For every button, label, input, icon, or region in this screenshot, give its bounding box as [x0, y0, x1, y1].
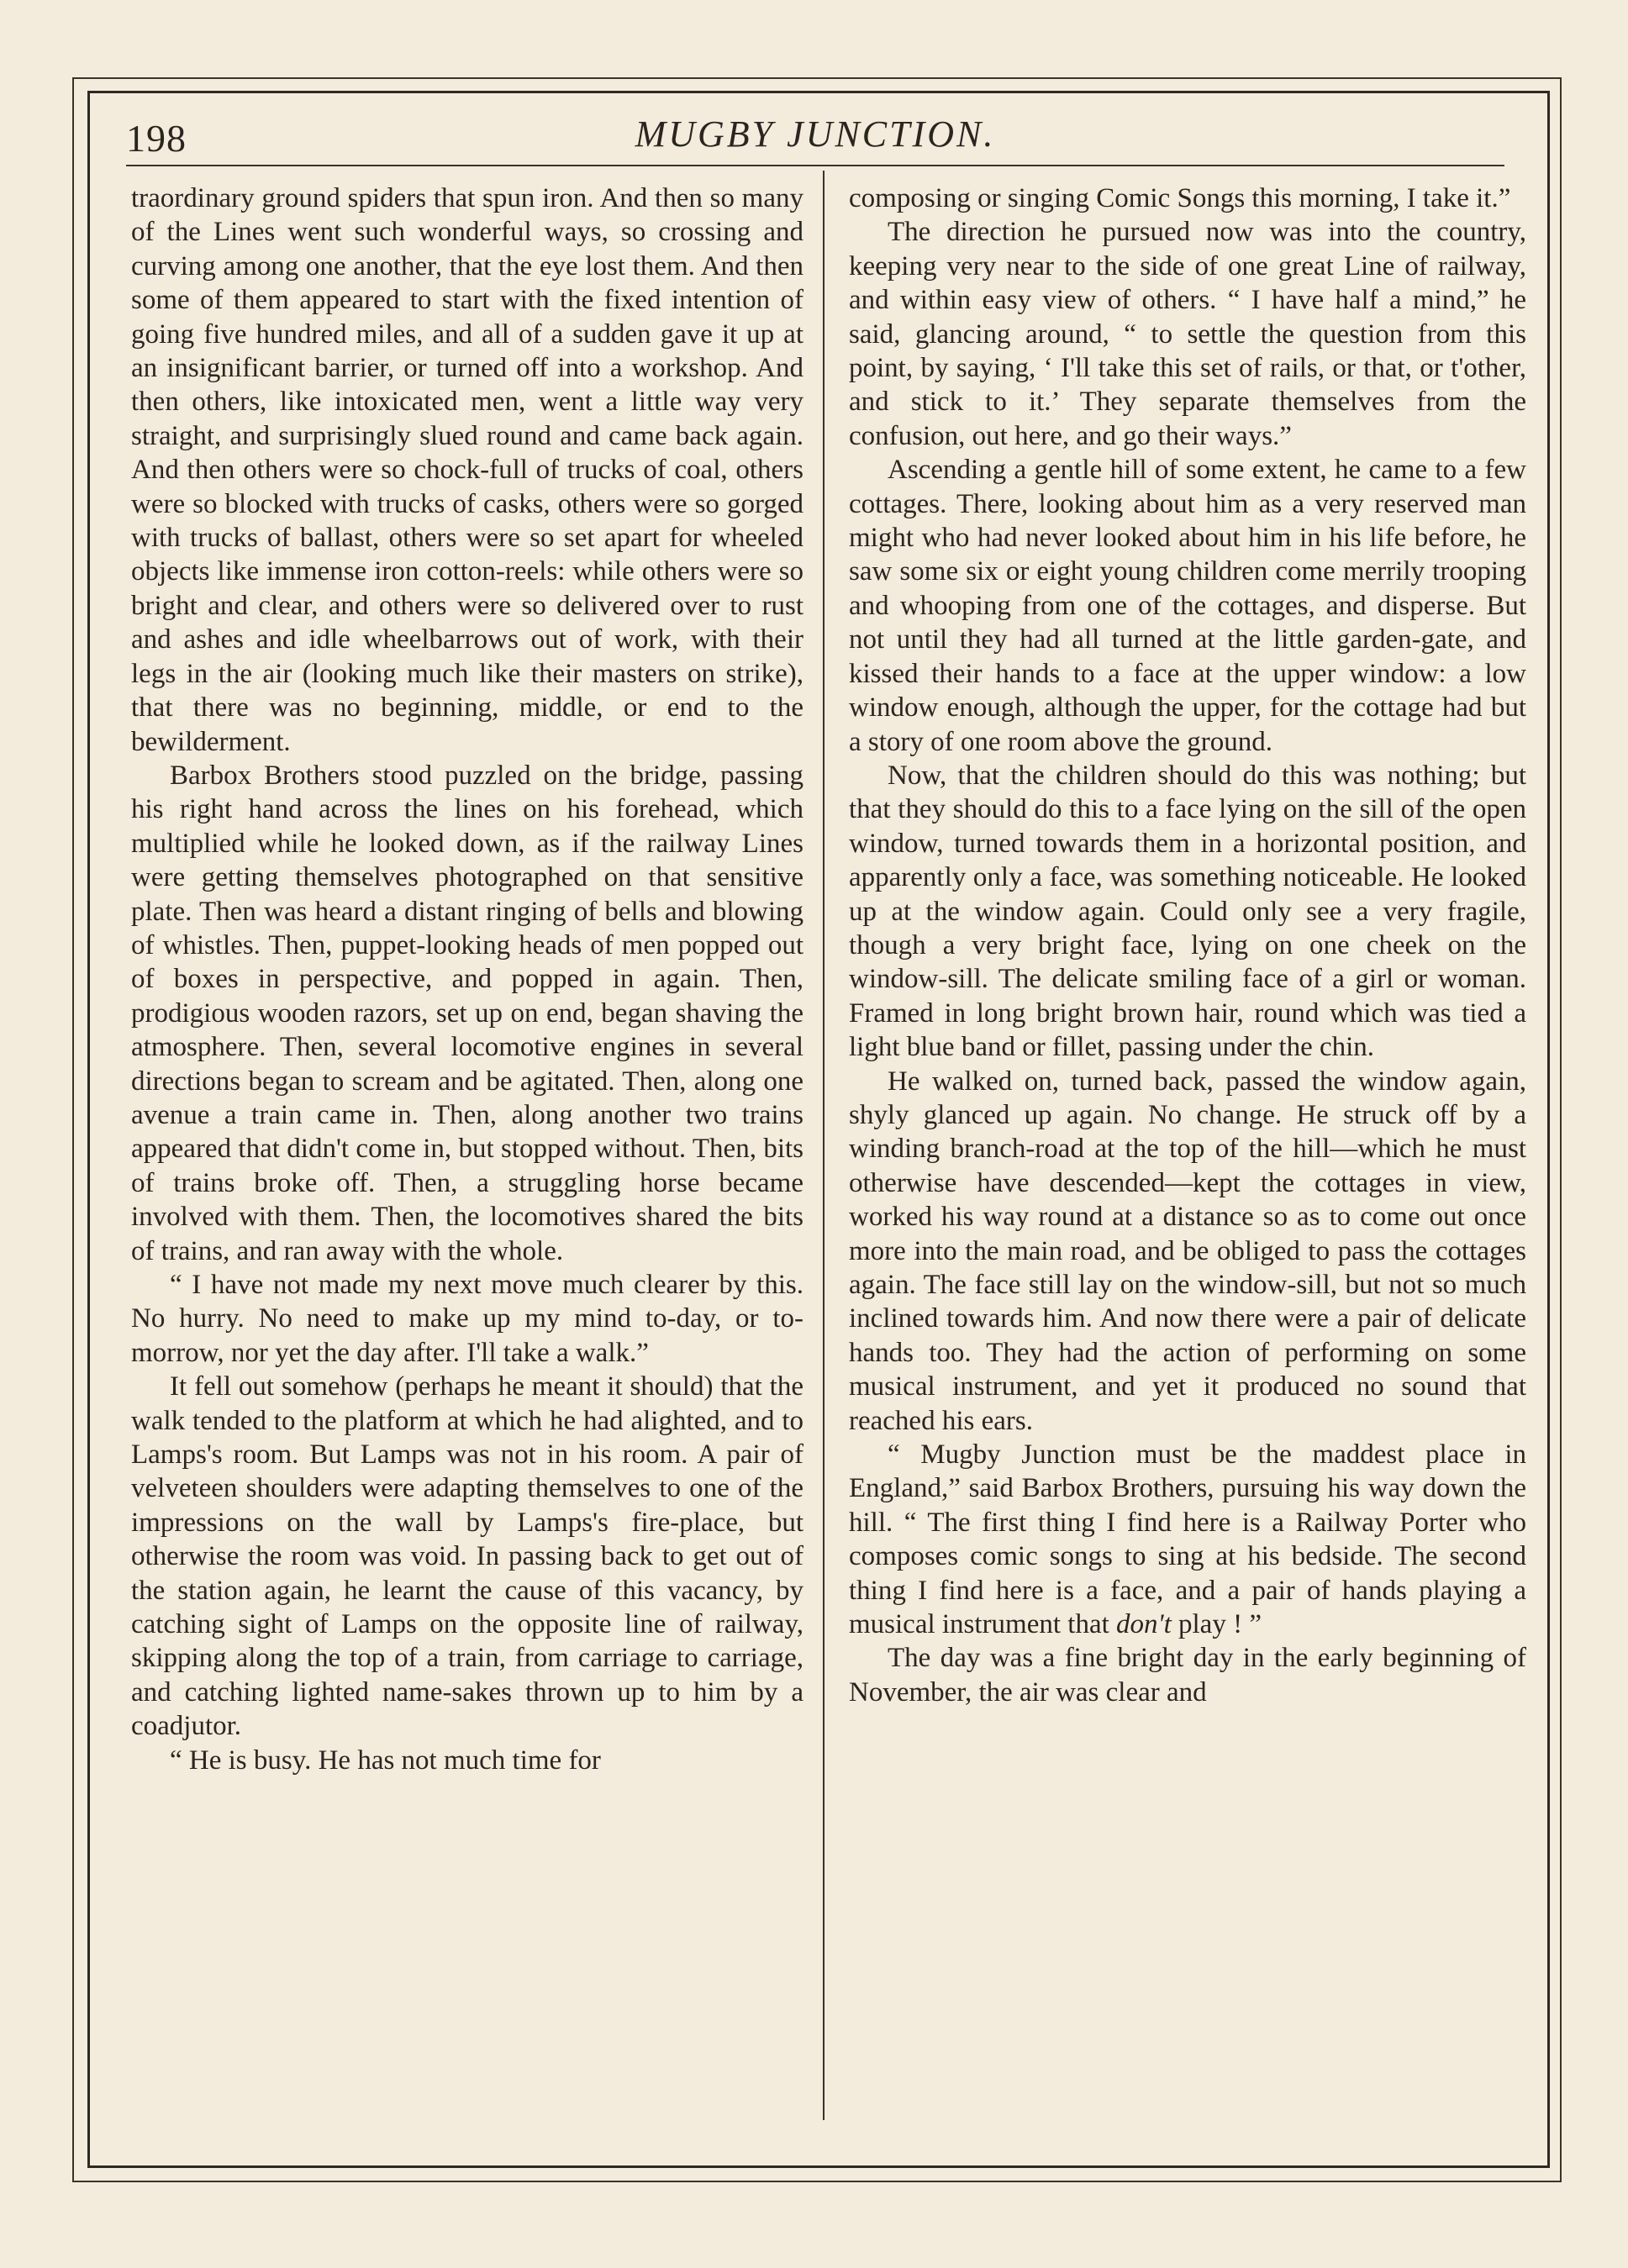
column-divider — [823, 171, 825, 2120]
paragraph: Ascending a gentle hill of some extent, he came to a few cottages. There, looking about him as a very reserved man might who had never looked about him in his life before, he saw some six or eight young children come merrily trooping and whooping from one of the cottages, and disperse. But not until they had all turned at the little garden-gate, and kissed their hands to a face at the upper window: a low window enough, although the upper, for the cottage had but a story of one room above the ground. — [849, 455, 1526, 757]
paragraph: Barbox Brothers stood puzzled on the bridge, passing his right hand across the lines on his forehead, which multiplied while he looked down, as if the railway Lines were getting themselves photographed on that sensitive plate. Then was heard a distant ringing of bells and blowing of whistles. Then, puppet-looking heads of men popped out of boxes in perspective, and popped in again. Then, prodigious wooden razors, set up on end, began shaving the atmosphere. Then, several locomotive engines in several directions began to scream and be agitated. Then, along one avenue a train came in. Then, along another two trains appeared that didn't come in, but stopped without. Then, bits of trains broke off. Then, a struggling horse became involved with them. Then, the locomotives shared the bits of trains, and ran away with the whole. — [131, 760, 803, 1266]
paragraph: Now, that the children should do this was nothing; but that they should do this to a face lying on the sill of the open window, turned towards them in a horizontal position, and apparently only a face, was something noticeable. He looked up at the window again. Could only see a very fragile, though a very bright face, lying on one cheek on the window-sill. The delicate smiling face of a girl or woman. Framed in long bright brown hair, round which was tied a light blue band or fillet, passing under the chin. — [849, 760, 1526, 1063]
page-header — [126, 106, 1504, 165]
right-column — [849, 182, 1526, 1709]
paragraph: He walked on, turned back, passed the window again, shyly glanced up again. No change. He struck off by a winding branch-road at the top of the hill—which he must otherwise have descended—kept the cottages in view, worked his way round at a distance so as to come out once more into the main road, and be obliged to pass the cottages again. The face still lay on the window-sill, but not so much inclined towards him. And now there were a pair of delicate hands too. They had the action of performing on some musical instrument, and yet it produced no sound that reached his ears. — [849, 1066, 1526, 1436]
paragraph: The day was a fine bright day in the early beginning of November, the air was clear and — [849, 1643, 1526, 1708]
paragraph: The direction he pursued now was into the country, keeping very near to the side of one great Line of railway, and within easy view of others. “ I have half a mind,” he said, glancing around, “ to settle the question from this point, by saying, ‘ I'll take this set of rails, or that, or t'other, and stick to it.’ They separate themselves from the confusion, out here, and go their ways.” — [849, 217, 1526, 451]
paragraph: traordinary ground spiders that spun iron. And then so many of the Lines went such wonderful ways, so crossing and curving among one another, that the eye lost them. And then some of them appeared to start with the fixed intention of going five hundred miles, and all of a sudden gave it up at an insignificant barrier, or turned off into a workshop. And then others, like intoxicated men, went a little way very straight, and surprisingly slued round and came back again. And then others were so chock-full of trucks of coal, others were so blocked with trucks of casks, others were so gorged with trucks of ballast, others were so set apart for wheeled objects like immense iron cotton-reels: while others were so bright and clear, and others were so delivered over to rust and ashes and idle wheelbarrows out of work, with their legs in the air (looking much like their masters on strike), that there was no beginning, middle, or end to the bewilderment. — [131, 183, 803, 757]
left-column — [131, 182, 803, 1777]
paragraph: “ He is busy. He has not much time for — [170, 1744, 601, 1776]
paragraph: composing or singing Comic Songs this morning, I take it.” — [849, 183, 1511, 213]
paragraph — [849, 1438, 1526, 1641]
paragraph-text: play ! ” — [1171, 1609, 1262, 1640]
emphasis-text: don't — [1116, 1609, 1172, 1640]
page-number: 198 — [126, 117, 187, 160]
paragraph: “ I have not made my next move much clearer by this. No hurry. No need to make up my mind to-day, or to-morrow, nor yet the day after. I'll take a walk.” — [131, 1270, 803, 1368]
paragraph-text: “ Mugby Junction must be the maddest place in England,” said Barbox Brothers, pursuing his way down the hill. “ The first thing I find here is a Railway Porter who composes comic songs to sing at his bedside. The second thing I find here is a face, and a pair of hands playing a musical instrument that — [849, 1439, 1526, 1640]
header-rule — [126, 165, 1504, 166]
paragraph: It fell out somehow (perhaps he meant it should) that the walk tended to the platform at which he had alighted, and to Lamps's room. But Lamps was not in his room. A pair of velveteen shoulders were adapting themselves to one of the impressions on the wall by Lamps's fire-place, but otherwise the room was void. In passing back to get out of the station again, he learnt the cause of this vacancy, by catching sight of Lamps on the opposite line of railway, skipping along the top of a train, from carriage to carriage, and catching lighted name-sakes thrown up to him by a coadjutor. — [131, 1371, 803, 1742]
running-title: MUGBY JUNCTION. — [635, 113, 996, 155]
